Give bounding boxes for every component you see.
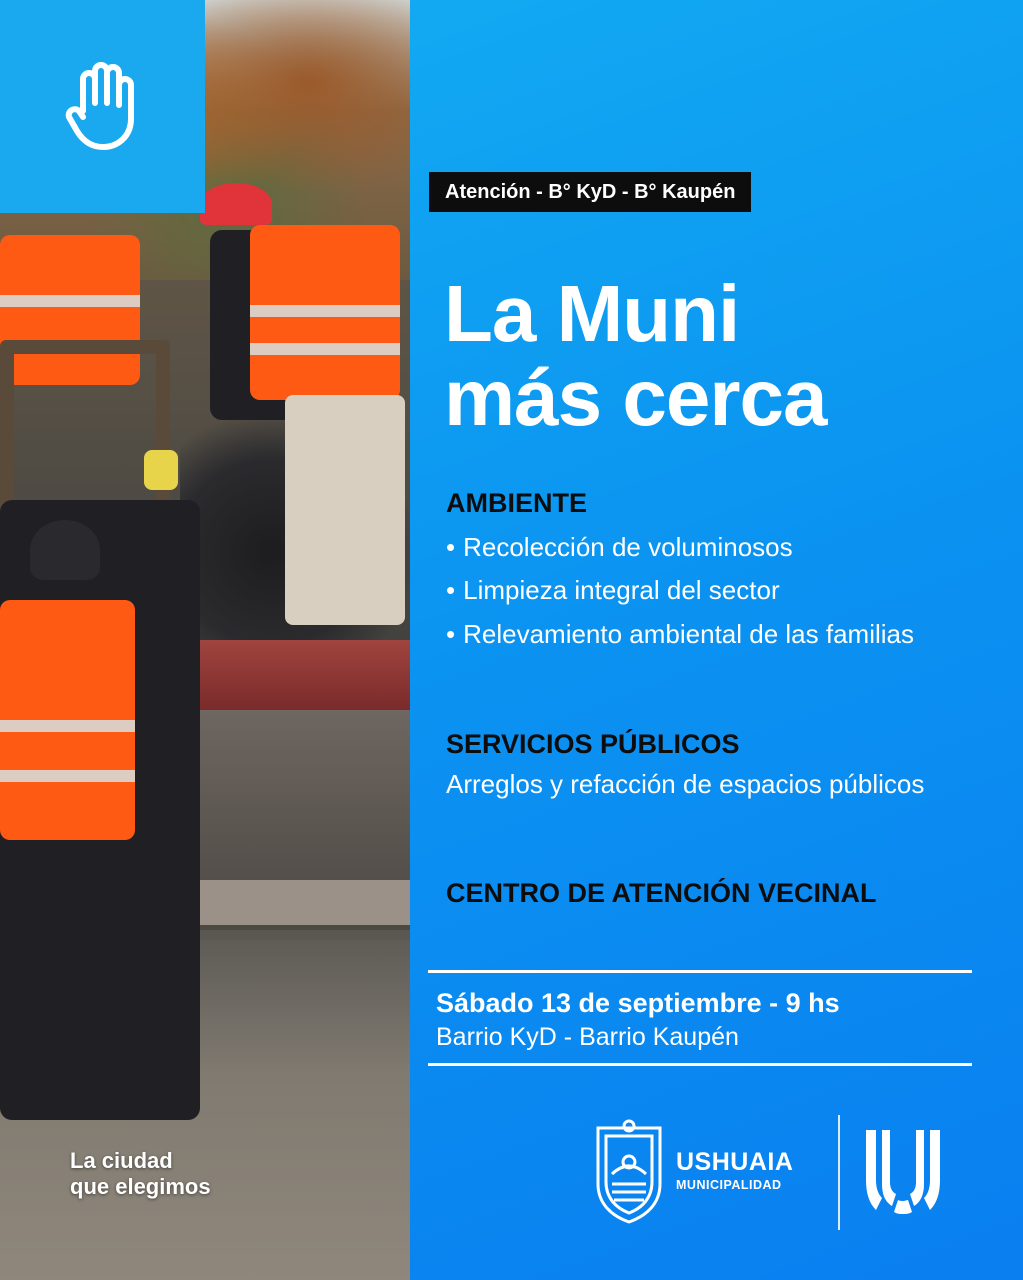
ambiente-item: • Recolección de voluminosos: [446, 532, 793, 562]
divider-top: [428, 970, 972, 973]
location-badge: Atención - B° KyD - B° Kaupén: [429, 172, 751, 212]
title-line1: La Muni: [444, 269, 740, 358]
worker-top-vest: [250, 225, 400, 400]
crest-icon: [590, 1118, 668, 1224]
worker-cap: [200, 183, 272, 225]
tagline-line1: La ciudad: [70, 1148, 173, 1173]
worker-top-pants: [285, 395, 405, 625]
hand-icon: [63, 61, 143, 153]
event-place: Barrio KyD - Barrio Kaupén: [436, 1023, 739, 1051]
centro-heading: CENTRO DE ATENCIÓN VECINAL: [446, 878, 877, 908]
logo-separator: [838, 1115, 840, 1230]
ambiente-heading: AMBIENTE: [446, 488, 587, 518]
logo-name: USHUAIA: [676, 1148, 794, 1176]
tagline-line2: que elegimos: [70, 1174, 211, 1199]
logo-subtitle: MUNICIPALIDAD: [676, 1178, 782, 1192]
servicios-text: Arreglos y refacción de espacios públicos: [446, 769, 925, 799]
hand-tile: [0, 0, 205, 213]
u-logo-icon: [862, 1128, 944, 1216]
ushuaia-logo-text: [676, 1150, 793, 1192]
worker-bottom-vest: [0, 600, 135, 840]
event-date: Sábado 13 de septiembre - 9 hs: [436, 988, 840, 1018]
main-title: [444, 269, 827, 442]
title-line2: más cerca: [444, 353, 827, 442]
tagline: [70, 1148, 211, 1200]
glove: [144, 450, 178, 490]
ambiente-item: • Limpieza integral del sector: [446, 575, 780, 605]
ambiente-item: • Relevamiento ambiental de las familias: [446, 619, 914, 649]
divider-bottom: [428, 1063, 972, 1066]
worker-head: [30, 520, 100, 580]
servicios-heading: SERVICIOS PÚBLICOS: [446, 729, 740, 759]
